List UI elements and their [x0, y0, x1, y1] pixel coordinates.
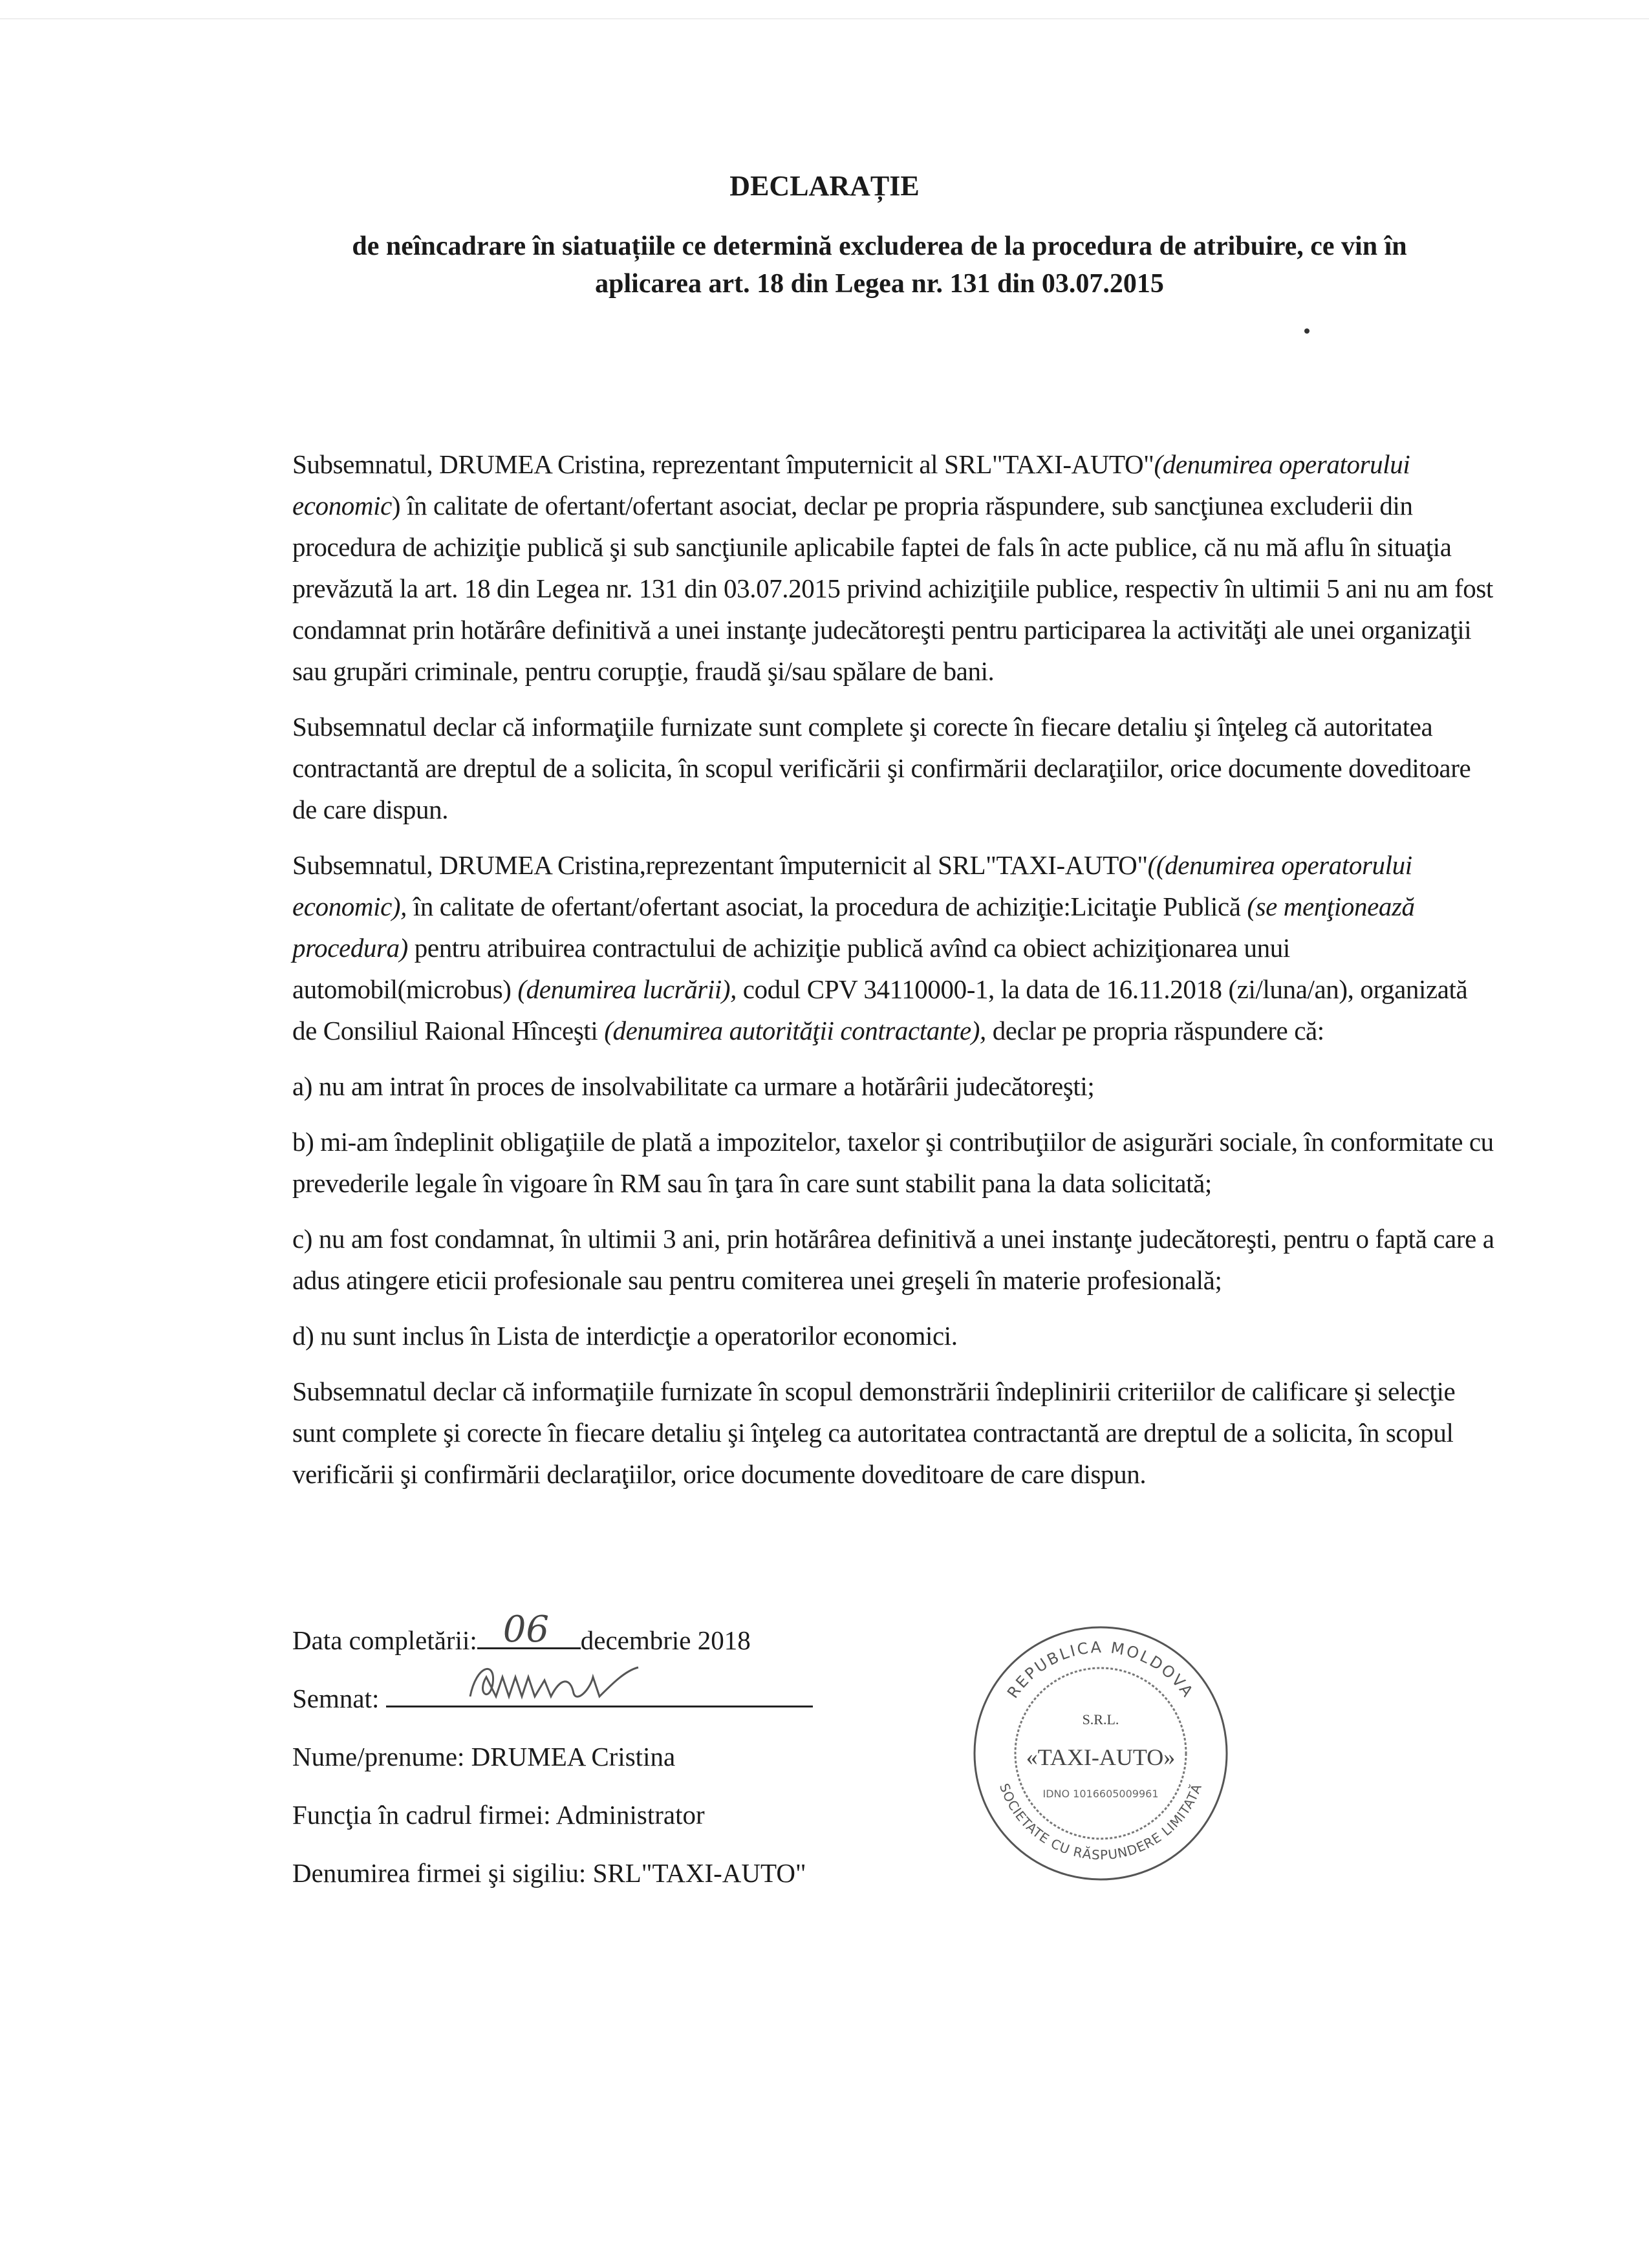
p3-italic-d: (se menţionează procedura): [292, 892, 1415, 963]
p3-text-e: pentru atribuirea contractului de achiziţie publică avînd ca obiect achiziţionarea unui automobil(microbus): [292, 933, 1290, 1004]
company-value: SRL"TAXI-AUTO": [592, 1858, 806, 1888]
document-title: DECLARAȚIE: [729, 170, 920, 202]
p3-text-i: declar pe propria răspundere că:: [986, 1016, 1324, 1045]
paragraph-2: Subsemnatul declar că informaţiile furnizate sunt complete şi corecte în fiecare detaliu şi înţeleg că autoritatea contractantă are dreptul de a solicita, în scopul verificării şi confirmării declaraţiilor, orice documente doveditoare de care dispun.: [292, 712, 1471, 824]
date-month-year: decembrie 2018: [580, 1625, 751, 1655]
company-seal: [971, 1624, 1230, 1883]
name-line: [292, 1740, 1495, 1773]
document-body: [292, 444, 1495, 1921]
speck: [1304, 328, 1310, 334]
signed-label: Semnat:: [292, 1684, 380, 1713]
date-label: Data completării:: [292, 1625, 477, 1655]
p3-text-a: Subsemnatul, DRUMEA Cristina,reprezentant împuternicit al SRL"TAXI-AUTO": [292, 850, 1148, 880]
document-subtitle: de neîncadrare în siatuațiile ce determină excluderea de la procedura de atribuire, ce vin în aplicarea art. 18 din Legea nr. 131 din 03.07.2015: [352, 231, 1407, 299]
paragraph-3: [292, 844, 1495, 1051]
handwritten-signature: [464, 1658, 645, 1709]
p1-text-2: ) în calitate de ofertant/ofertant asociat, declar pe propria răspundere, sub sancţiunea excluderii din procedura de achiziţie publică şi sub sancţiunile aplicabile faptei de fals în acte publice, că nu mă aflu în situaţia prevăzută la art. 18 din Legea nr. 131 din 03.07.2015 privind achiziţiile publice, respectiv în ultimii 5 ani nu am fost condamnat prin hotărâre definitivă a unei instanţe judecătoreşti pentru participarea la activităţi ale unei organizaţii sau grupări criminale, pentru corupţie, fraudă şi/sau spălare de bani.: [292, 491, 1493, 686]
function-value: Administrator: [555, 1800, 705, 1830]
p3-italic-h: (denumirea autorităţii contractante),: [604, 1016, 986, 1045]
p3-text-c: în calitate de ofertant/ofertant asociat, la procedura de achiziţie:Licitaţie Publică: [407, 892, 1247, 921]
signed-line: [292, 1682, 1495, 1715]
p3-text-g: codul CPV 34110000-1, la data de 16.11.2018 (zi/luna/an), organizată de Consiliul Raional Hînceşti: [292, 974, 1468, 1045]
company-line: [292, 1857, 1495, 1889]
item-a: a) nu am intrat în proces de insolvabilitate ca urmare a hotărârii judecătoreşti;: [292, 1071, 1095, 1101]
function-line: [292, 1799, 1495, 1831]
paragraph-1: [292, 444, 1495, 692]
item-d: d) nu sunt inclus în Lista de interdicţie a operatorilor economici.: [292, 1321, 958, 1351]
item-b: b) mi-am îndeplinit obligaţiile de plată a impozitelor, taxelor şi contribuţiilor de asigurări sociale, în conformitate cu prevederile legale în vigoare în RM sau în ţara în care sunt stabilit pana la data solicitată;: [292, 1127, 1494, 1198]
signature-block: [292, 1609, 1495, 1921]
function-label: Funcţia în cadrul firmei:: [292, 1800, 551, 1830]
seal-company-name: «TAXI-AUTO»: [1026, 1744, 1176, 1770]
name-label: Nume/prenume:: [292, 1742, 465, 1771]
item-c: c) nu am fost condamnat, în ultimii 3 ani, prin hotărârea definitivă a unei instanţe judecătoreşti, pentru o faptă care a adus atingere eticii profesionale sau pentru comiterea unei greşeli în materie profesională;: [292, 1224, 1494, 1295]
seal-bottom-text: SOCIETATE CU RĂSPUNDERE LIMITATĂ: [996, 1781, 1205, 1863]
scan-edge: [0, 18, 1649, 19]
date-line: [292, 1609, 1495, 1656]
seal-idno: IDNO 1016605009961: [1042, 1788, 1159, 1800]
p3-italic-f: (denumirea lucrării),: [517, 974, 737, 1004]
company-label: Denumirea firmei şi sigiliu:: [292, 1858, 587, 1888]
handwritten-day: 06: [502, 1609, 550, 1651]
p1-text: Subsemnatul, DRUMEA Cristina, reprezentant împuternicit al SRL"TAXI-AUTO": [292, 449, 1154, 479]
seal-top-text: REPUBLICA MOLDOVA: [1004, 1638, 1198, 1702]
date-day-blank: [477, 1609, 581, 1651]
seal-srl: S.R.L.: [1082, 1711, 1119, 1728]
p3-italic-b: ((denumirea operatorului economic),: [292, 850, 1412, 921]
paragraph-4: Subsemnatul declar că informaţiile furnizate în scopul demonstrării îndeplinirii criteriilor de calificare şi selecţie sunt complete şi corecte în fiecare detaliu şi înţeleg ca autoritatea contractantă are dreptul de a solicita, în scopul verificării şi confirmării declaraţiilor, orice documente doveditoare de care dispun.: [292, 1376, 1456, 1489]
name-value: DRUMEA Cristina: [471, 1742, 676, 1771]
p1-italic: (denumirea operatorului economic: [292, 449, 1410, 520]
signature-blank: [386, 1684, 813, 1707]
